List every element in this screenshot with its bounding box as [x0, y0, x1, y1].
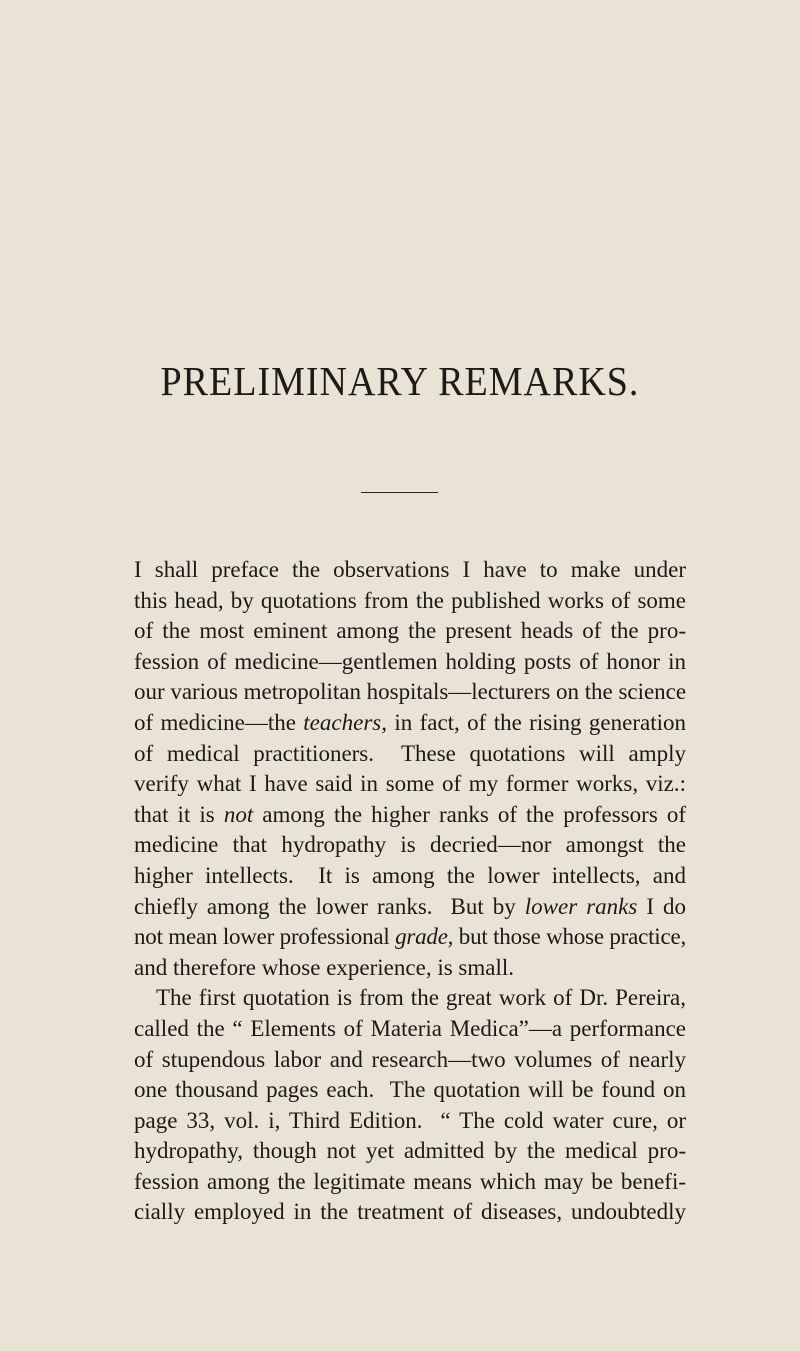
text-line: called the “ Elements of Materia Medica”—a performance: [134, 1015, 686, 1041]
text-line: of medicine—the teachers, in fact, of the rising generation: [134, 709, 686, 735]
emphasis: lower ranks: [524, 893, 638, 919]
text-line: and therefore whose experience, is small.: [134, 954, 514, 980]
body-text: [134, 555, 686, 1228]
text-line: of medical practitioners. These quotations will amply: [134, 740, 686, 766]
text-line: of stupendous labor and research—two volumes of nearly: [134, 1046, 686, 1072]
text-line: fession among the legitimate means which may be benefi-: [134, 1168, 686, 1194]
text-line: of the most eminent among the present heads of the pro-: [134, 618, 686, 644]
text-line: cially employed in the treatment of diseases, undoubtedly: [134, 1199, 686, 1225]
emphasis: not: [223, 801, 254, 827]
text-line: not mean lower professional grade, but those whose practice,: [134, 924, 686, 950]
text-line: The first quotation is from the great work of Dr. Pereira,: [156, 985, 686, 1011]
text-line: chiefly among the lower ranks. But by lower ranks I do: [134, 893, 686, 919]
text-line: our various metropolitan hospitals—lecturers on the science: [134, 679, 687, 705]
page-title: PRELIMINARY REMARKS.: [160, 359, 640, 405]
text-line: I shall preface the observations I have to make under: [134, 557, 686, 582]
text-line: one thousand pages each. The quotation will be found on: [134, 1077, 687, 1103]
text-line: this head, by quotations from the published works of some: [134, 587, 686, 613]
text-line: fession of medicine—gentlemen holding posts of honor in: [134, 648, 686, 674]
text-line: page 33, vol. i, Third Edition. “ The cold water cure, or: [134, 1107, 686, 1133]
text-line: higher intellects. It is among the lower intellects, and: [134, 862, 686, 888]
emphasis: teachers,: [303, 709, 387, 735]
emphasis: grade,: [395, 924, 454, 950]
text-line: verify what I have said in some of my former works, viz.:: [134, 771, 686, 797]
text-line: medicine that hydropathy is decried—nor amongst the: [134, 832, 686, 858]
text-line: hydropathy, though not yet admitted by the medical pro-: [134, 1138, 686, 1164]
text-line: that it is not among the higher ranks of the professors of: [134, 801, 686, 827]
title-divider: [361, 492, 438, 493]
